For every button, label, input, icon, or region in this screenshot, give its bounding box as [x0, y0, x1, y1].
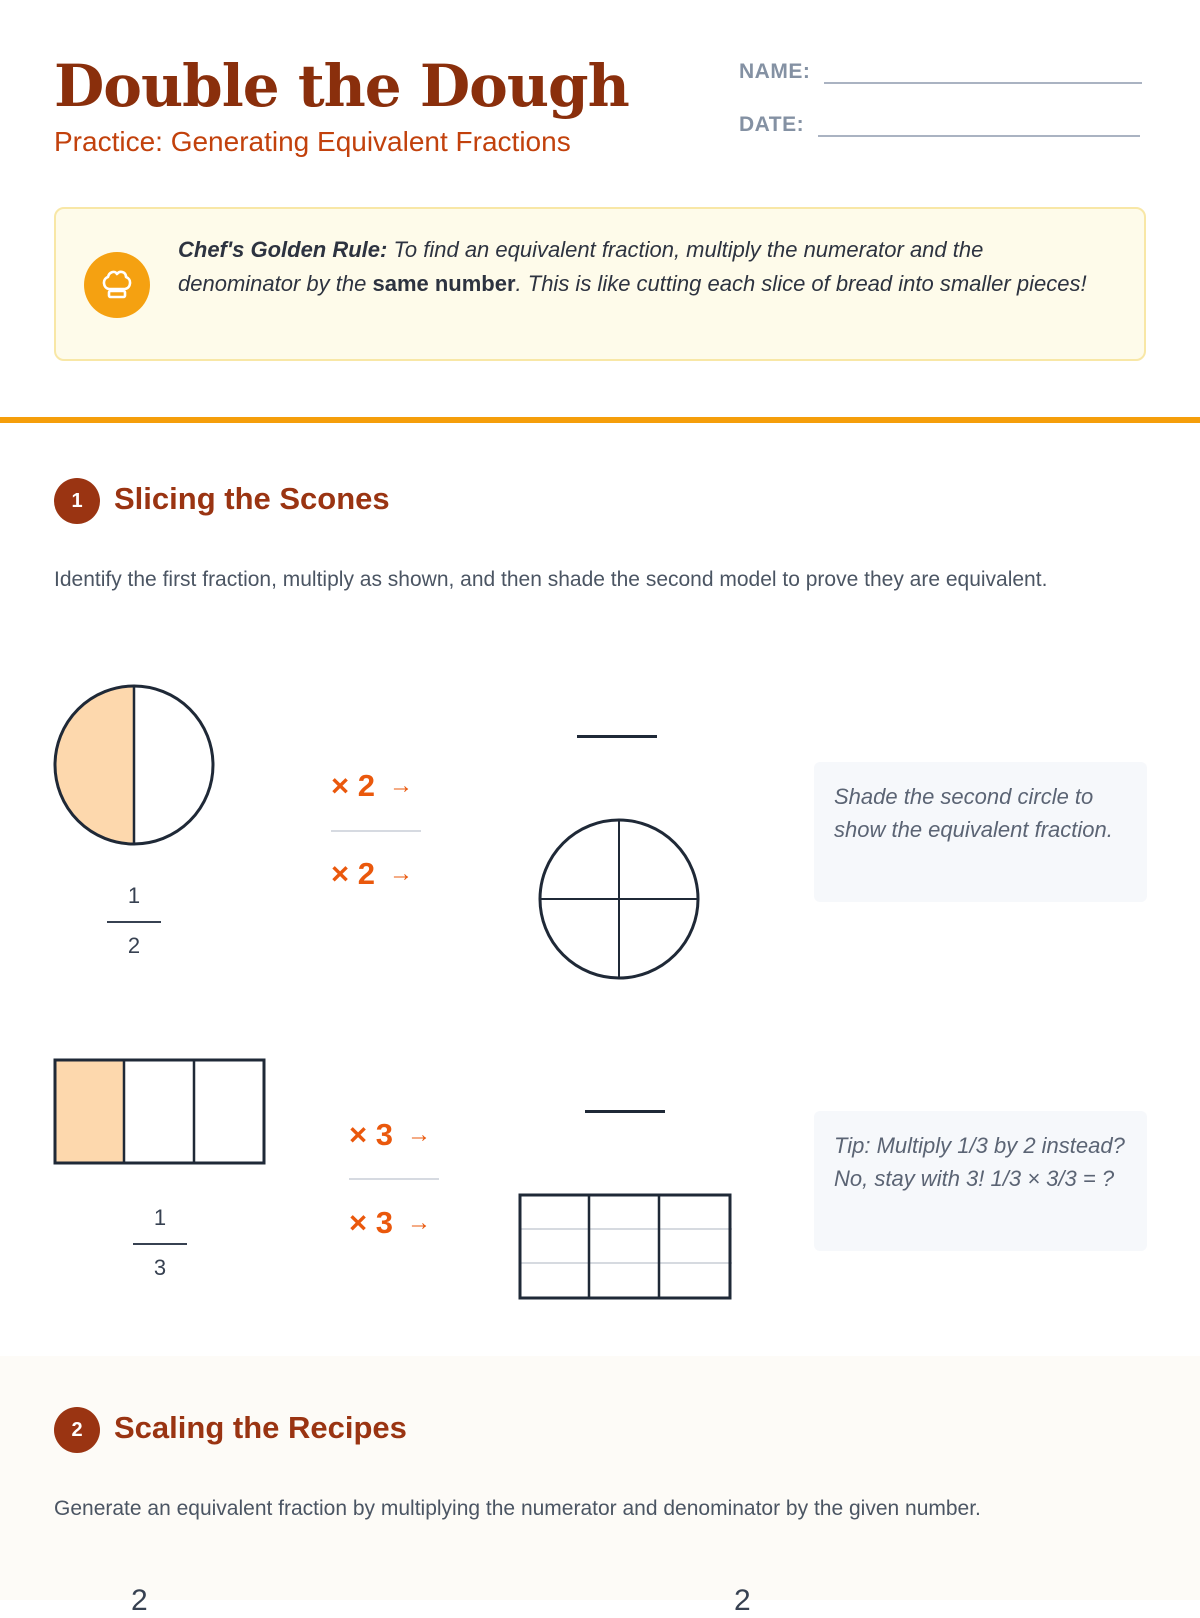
- fraction-one-third: [133, 1205, 187, 1281]
- rectangle-outline: [520, 1195, 730, 1298]
- numerator: 1: [127, 883, 141, 908]
- name-row: [739, 58, 1142, 84]
- rectangle-shaded-third: [55, 1060, 124, 1163]
- arrow-right-icon: →: [406, 1121, 431, 1148]
- answer-blank[interactable]: [585, 1110, 665, 1113]
- rectangle-model-ninths[interactable]: [518, 1193, 734, 1301]
- problem-numerator: 2: [734, 1584, 751, 1617]
- rule-text-b: . This is like cutting each slice of bread into smaller pieces!: [515, 271, 1087, 296]
- multiplier-bottom: [349, 1205, 431, 1241]
- fraction-bar: [107, 921, 161, 923]
- numerator: 1: [153, 1205, 167, 1230]
- section-1-title: Slicing the Scones: [114, 481, 390, 516]
- arrow-right-icon: →: [406, 1209, 431, 1236]
- worksheet-title: Double the Dough: [54, 52, 629, 120]
- section-1-number: 1: [54, 478, 100, 524]
- problem-numerator: 2: [131, 1584, 148, 1617]
- circle-model-halves: [52, 683, 216, 847]
- denominator: 3: [153, 1255, 167, 1280]
- multiplier-top: [349, 1117, 431, 1153]
- date-row: [739, 111, 1140, 137]
- multiplier-label: × 2: [331, 856, 375, 891]
- golden-rule-callout: [54, 207, 1146, 361]
- rule-emphasis: same number: [372, 271, 516, 296]
- multiplier-bottom: [331, 856, 413, 892]
- circle-model-quarters[interactable]: [537, 817, 701, 981]
- section-2-instructions: Generate an equivalent fraction by multiplying the numerator and denominator by the given number.: [54, 1497, 981, 1520]
- section-1-instructions: Identify the first fraction, multiply as shown, and then shade the second model to prove they are equivalent.: [54, 568, 1048, 591]
- section-2-title: Scaling the Recipes: [114, 1410, 407, 1445]
- fraction-bar: [133, 1243, 187, 1245]
- name-field[interactable]: [824, 58, 1142, 84]
- arrow-right-icon: →: [388, 860, 413, 887]
- circle-shaded-half: [55, 686, 134, 844]
- multiplier-top: [331, 768, 413, 804]
- chef-hat-icon: [84, 252, 150, 318]
- multiplier-label: × 3: [349, 1205, 393, 1240]
- date-label: DATE:: [739, 113, 805, 136]
- golden-rule-text: [178, 233, 1098, 301]
- rule-text-a: To find an equivalent fraction, multiply the numerator and the denominator by the: [178, 237, 984, 296]
- worksheet-subtitle: Practice: Generating Equivalent Fractions: [54, 126, 571, 157]
- answer-blank[interactable]: [577, 735, 657, 738]
- tip-box: Shade the second circle to show the equivalent fraction.: [814, 762, 1147, 902]
- arrow-right-icon: →: [388, 772, 413, 799]
- section-2-number: 2: [54, 1407, 100, 1453]
- date-field[interactable]: [818, 111, 1140, 137]
- multiplier-label: × 3: [349, 1117, 393, 1152]
- denominator: 2: [127, 933, 141, 958]
- multiplier-label: × 2: [331, 768, 375, 803]
- section-divider: [0, 417, 1200, 423]
- rectangle-model-thirds: [53, 1058, 268, 1166]
- multiplier-divider: [331, 830, 421, 832]
- name-label: NAME:: [739, 60, 811, 83]
- multiplier-divider: [349, 1178, 439, 1180]
- rule-lead: Chef's Golden Rule:: [178, 237, 388, 262]
- tip-box: Tip: Multiply 1/3 by 2 instead? No, stay with 3! 1/3 × 3/3 = ?: [814, 1111, 1147, 1251]
- section-2-background: [0, 1356, 1200, 1600]
- fraction-one-half: [107, 883, 161, 959]
